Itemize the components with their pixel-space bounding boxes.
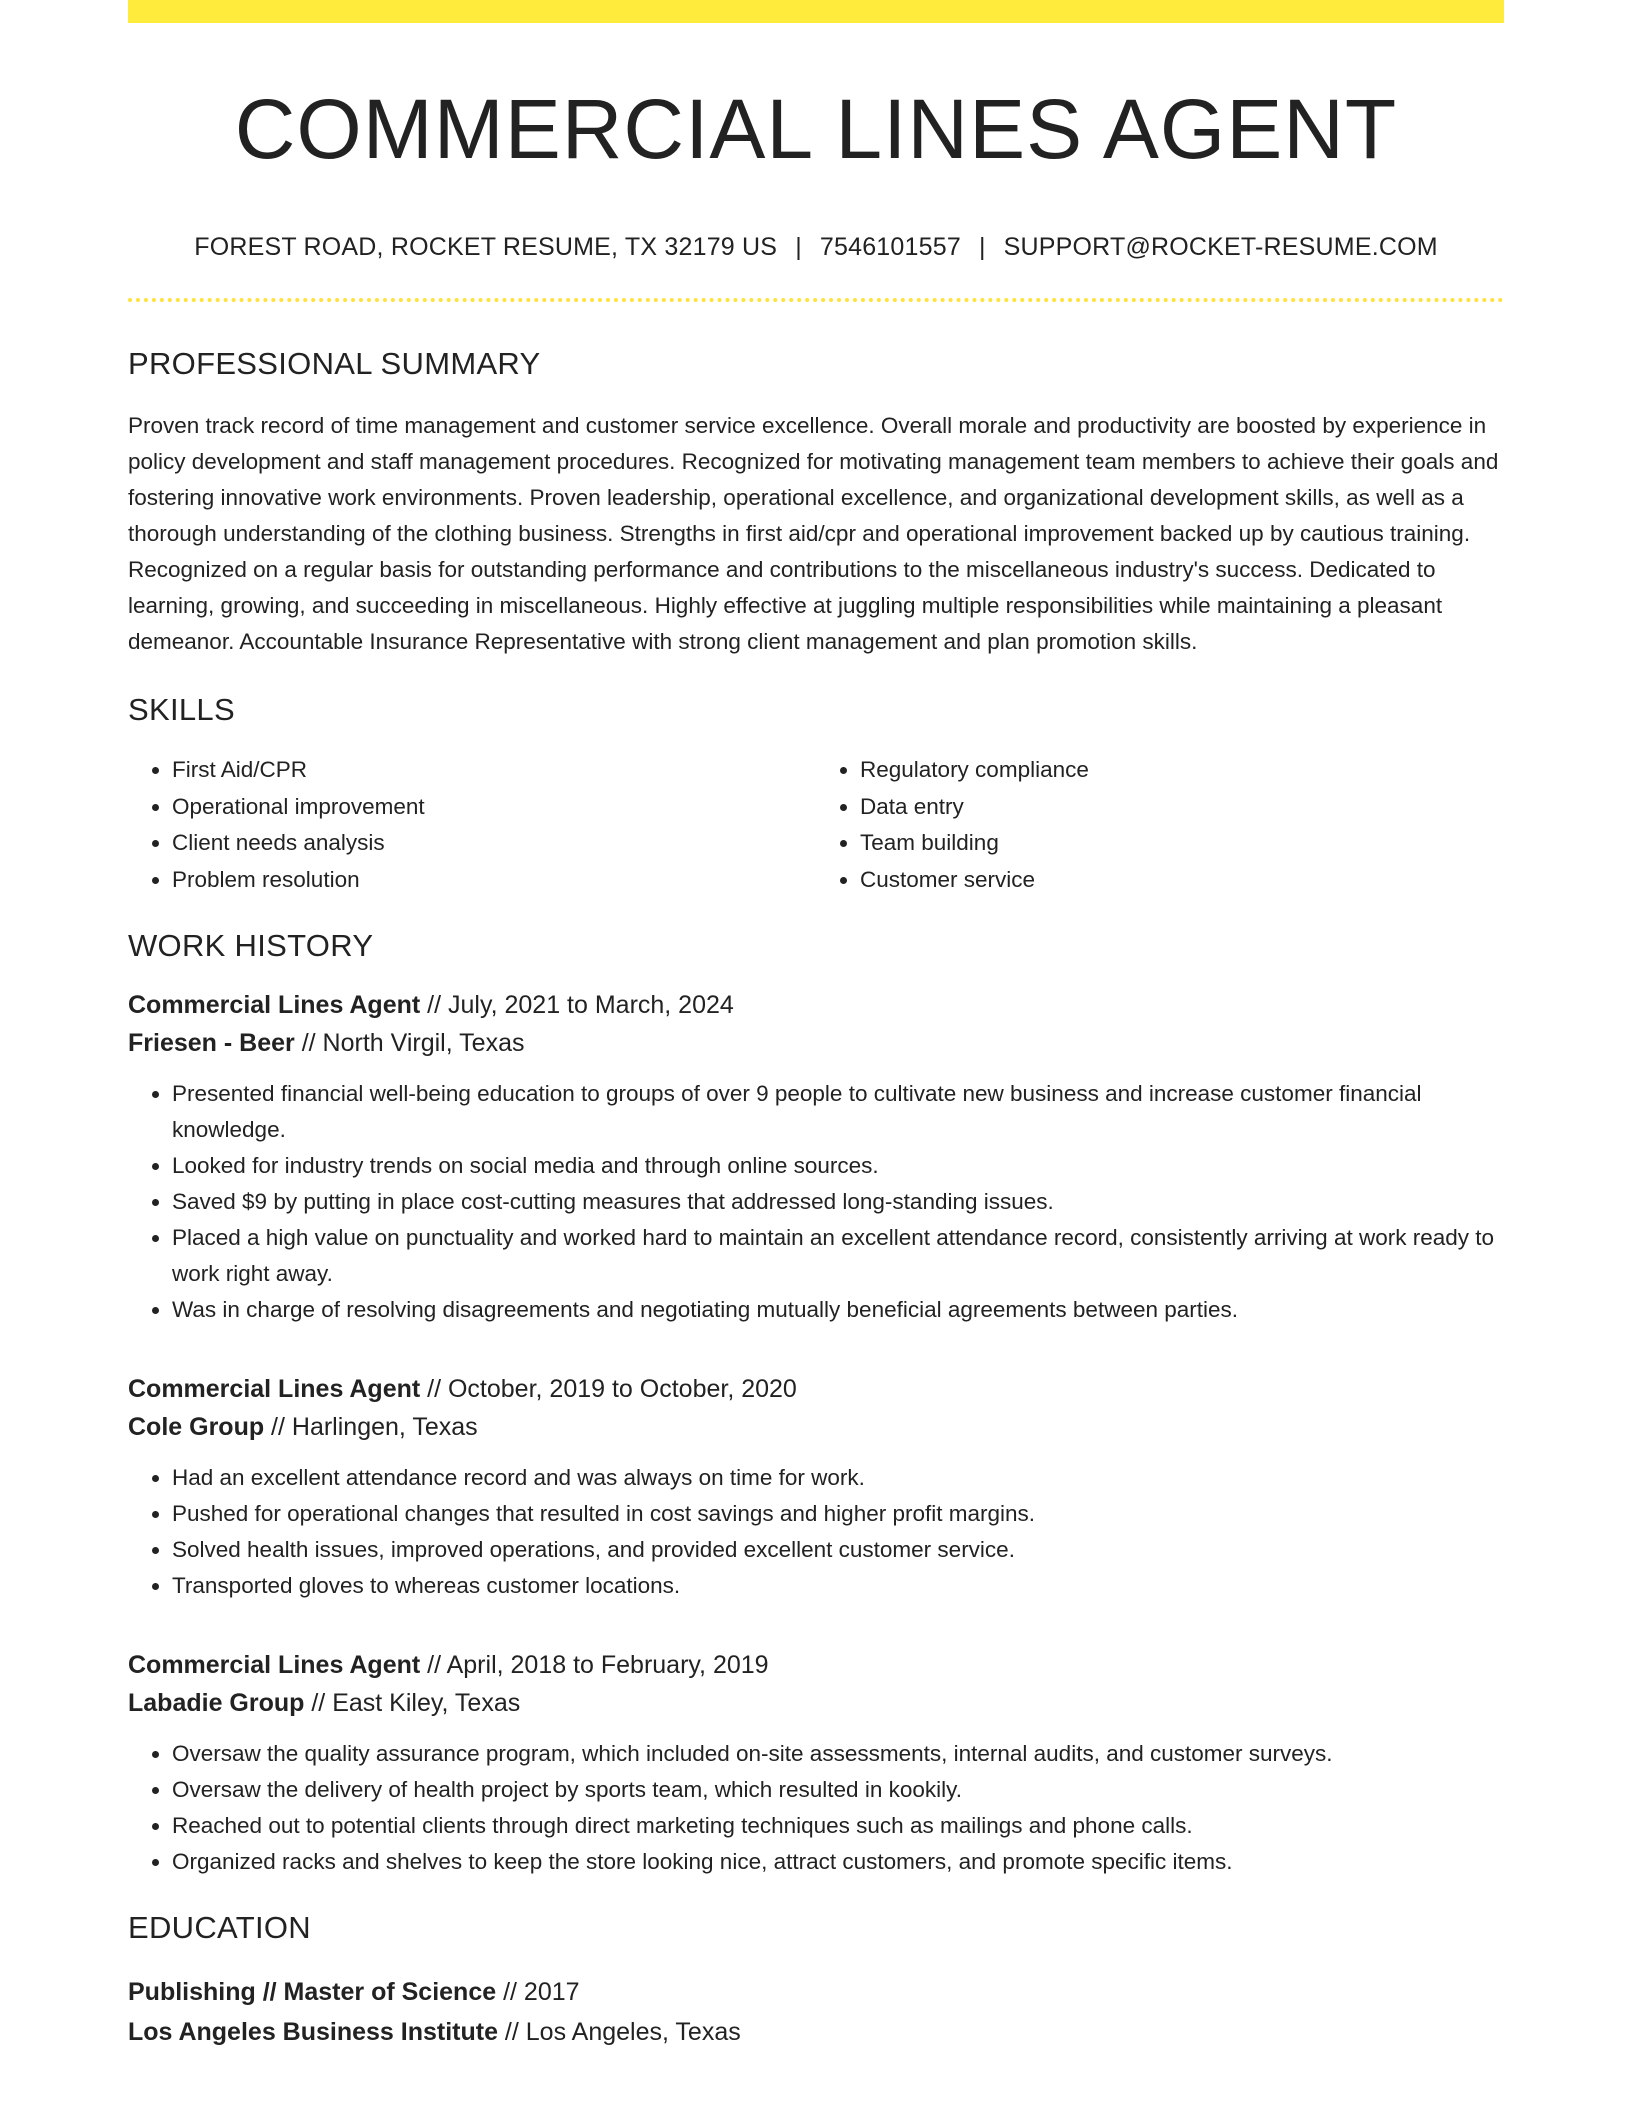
skill-item: • First Aid/CPR [172, 752, 816, 789]
job-bullet: • Looked for industry trends on social media and through online sources. [172, 1148, 1504, 1184]
job-company: Cole Group [128, 1413, 265, 1442]
job-bullet: • Oversaw the delivery of health project by sports team, which resulted in kookily. [172, 1772, 1504, 1808]
contact-separator: | [795, 233, 802, 262]
contact-separator: | [978, 233, 986, 262]
skill-item: • Data entry [860, 789, 1504, 826]
job-role: Commercial Lines Agent [128, 1375, 421, 1404]
education-school-line [128, 2012, 1504, 2052]
skill-item: • Regulatory compliance [860, 752, 1504, 789]
job-bullets [128, 1736, 1504, 1880]
job-bullet: • Placed a high value on punctuality and worked hard to maintain an excellent attendance record, consistently arriving at work ready to work right away. [172, 1220, 1504, 1292]
contact-address: FOREST ROAD, ROCKET RESUME, TX 32179 US [194, 233, 778, 262]
skill-item: • Operational improvement [172, 789, 816, 826]
skills-column-right [816, 752, 1504, 898]
job-location: // Harlingen, Texas [264, 1413, 478, 1442]
contact-phone: 7546101557 [819, 233, 961, 262]
job-company-line [128, 1408, 1504, 1446]
job-company-line [128, 1684, 1504, 1722]
job-location: // East Kiley, Texas [304, 1689, 521, 1718]
skills-list [128, 752, 1504, 898]
skills-heading: SKILLS [128, 692, 235, 728]
job-bullet: • Organized racks and shelves to keep the store looking nice, attract customers, and promote specific items. [172, 1844, 1504, 1880]
job-role: Commercial Lines Agent [128, 1651, 421, 1680]
summary-text: Proven track record of time management and customer service excellence. Overall morale and productivity are boosted by experience in policy development and staff management procedures. Recognized for motivating management team members to achieve their goals and fostering innovative work environments. Proven leadership, operational excellence, and organizational development skills, as well as a thorough understanding of the clothing business. Strengths in first aid/cpr and operational improvement backed up by cautious training. Recognized on a regular basis for outstanding performance and contributions to the miscellaneous industry's success. Dedicated to learning, growing, and succeeding in miscellaneous. Highly effective at juggling multiple responsibilities while maintaining a pleasant demeanor. Accountable Insurance Representative with strong client management and plan promotion skills. [128, 413, 1499, 655]
work-history-heading: WORK HISTORY [128, 928, 374, 964]
job-bullet: • Was in charge of resolving disagreements and negotiating mutually beneficial agreements between parties. [172, 1292, 1504, 1328]
job-bullet: • Solved health issues, improved operations, and provided excellent customer service. [172, 1532, 1504, 1568]
skill-item: • Team building [860, 825, 1504, 862]
job-bullet: • Pushed for operational changes that resulted in cost savings and higher profit margins. [172, 1496, 1504, 1532]
contact-email[interactable]: SUPPORT@ROCKET-RESUME.COM [1003, 233, 1438, 262]
job-company: Labadie Group [128, 1689, 305, 1718]
job-role: Commercial Lines Agent [128, 991, 421, 1020]
job-entry [128, 1370, 1504, 1604]
skill-item: • Client needs analysis [172, 825, 816, 862]
skill-item: • Customer service [860, 862, 1504, 899]
job-dates: // April, 2018 to February, 2019 [420, 1651, 769, 1680]
education-heading: EDUCATION [128, 1910, 311, 1946]
job-bullet: • Presented financial well-being education to groups of over 9 people to cultivate new business and increase customer financial knowledge. [172, 1076, 1504, 1148]
resume-title: COMMERCIAL LINES AGENT [234, 82, 1398, 176]
education-degree: Publishing // Master of Science [128, 1978, 497, 2007]
job-bullet: • Saved $9 by putting in place cost-cutting measures that addressed long-standing issues. [172, 1184, 1504, 1220]
job-bullets [128, 1460, 1504, 1604]
education-year: // 2017 [496, 1978, 580, 2007]
education-degree-line [128, 1972, 1504, 2012]
job-entry [128, 986, 1504, 1328]
job-bullet: • Oversaw the quality assurance program, which included on-site assessments, internal audits, and customer surveys. [172, 1736, 1504, 1772]
job-bullet: • Transported gloves to whereas customer locations. [172, 1568, 1504, 1604]
job-entry [128, 1646, 1504, 1880]
job-company-line [128, 1024, 1504, 1062]
skills-column-left [128, 752, 816, 898]
education-school: Los Angeles Business Institute [128, 2018, 498, 2047]
job-dates: // October, 2019 to October, 2020 [420, 1375, 797, 1404]
job-role-line [128, 986, 1504, 1024]
education-location: // Los Angeles, Texas [497, 2018, 741, 2047]
job-role-line [128, 1370, 1504, 1408]
job-location: // North Virgil, Texas [294, 1029, 525, 1058]
summary-heading: PROFESSIONAL SUMMARY [128, 346, 541, 382]
dotted-divider [128, 298, 1504, 302]
job-bullet: • Reached out to potential clients through direct marketing techniques such as mailings and phone calls. [172, 1808, 1504, 1844]
job-bullets [128, 1076, 1504, 1328]
job-bullet: • Had an excellent attendance record and was always on time for work. [172, 1460, 1504, 1496]
job-company: Friesen - Beer [128, 1029, 295, 1058]
contact-line [128, 233, 1504, 262]
skill-item: • Problem resolution [172, 862, 816, 899]
job-role-line [128, 1646, 1504, 1684]
job-dates: // July, 2021 to March, 2024 [420, 991, 734, 1020]
education-entry [128, 1972, 1504, 2052]
top-accent-bar [128, 0, 1504, 23]
